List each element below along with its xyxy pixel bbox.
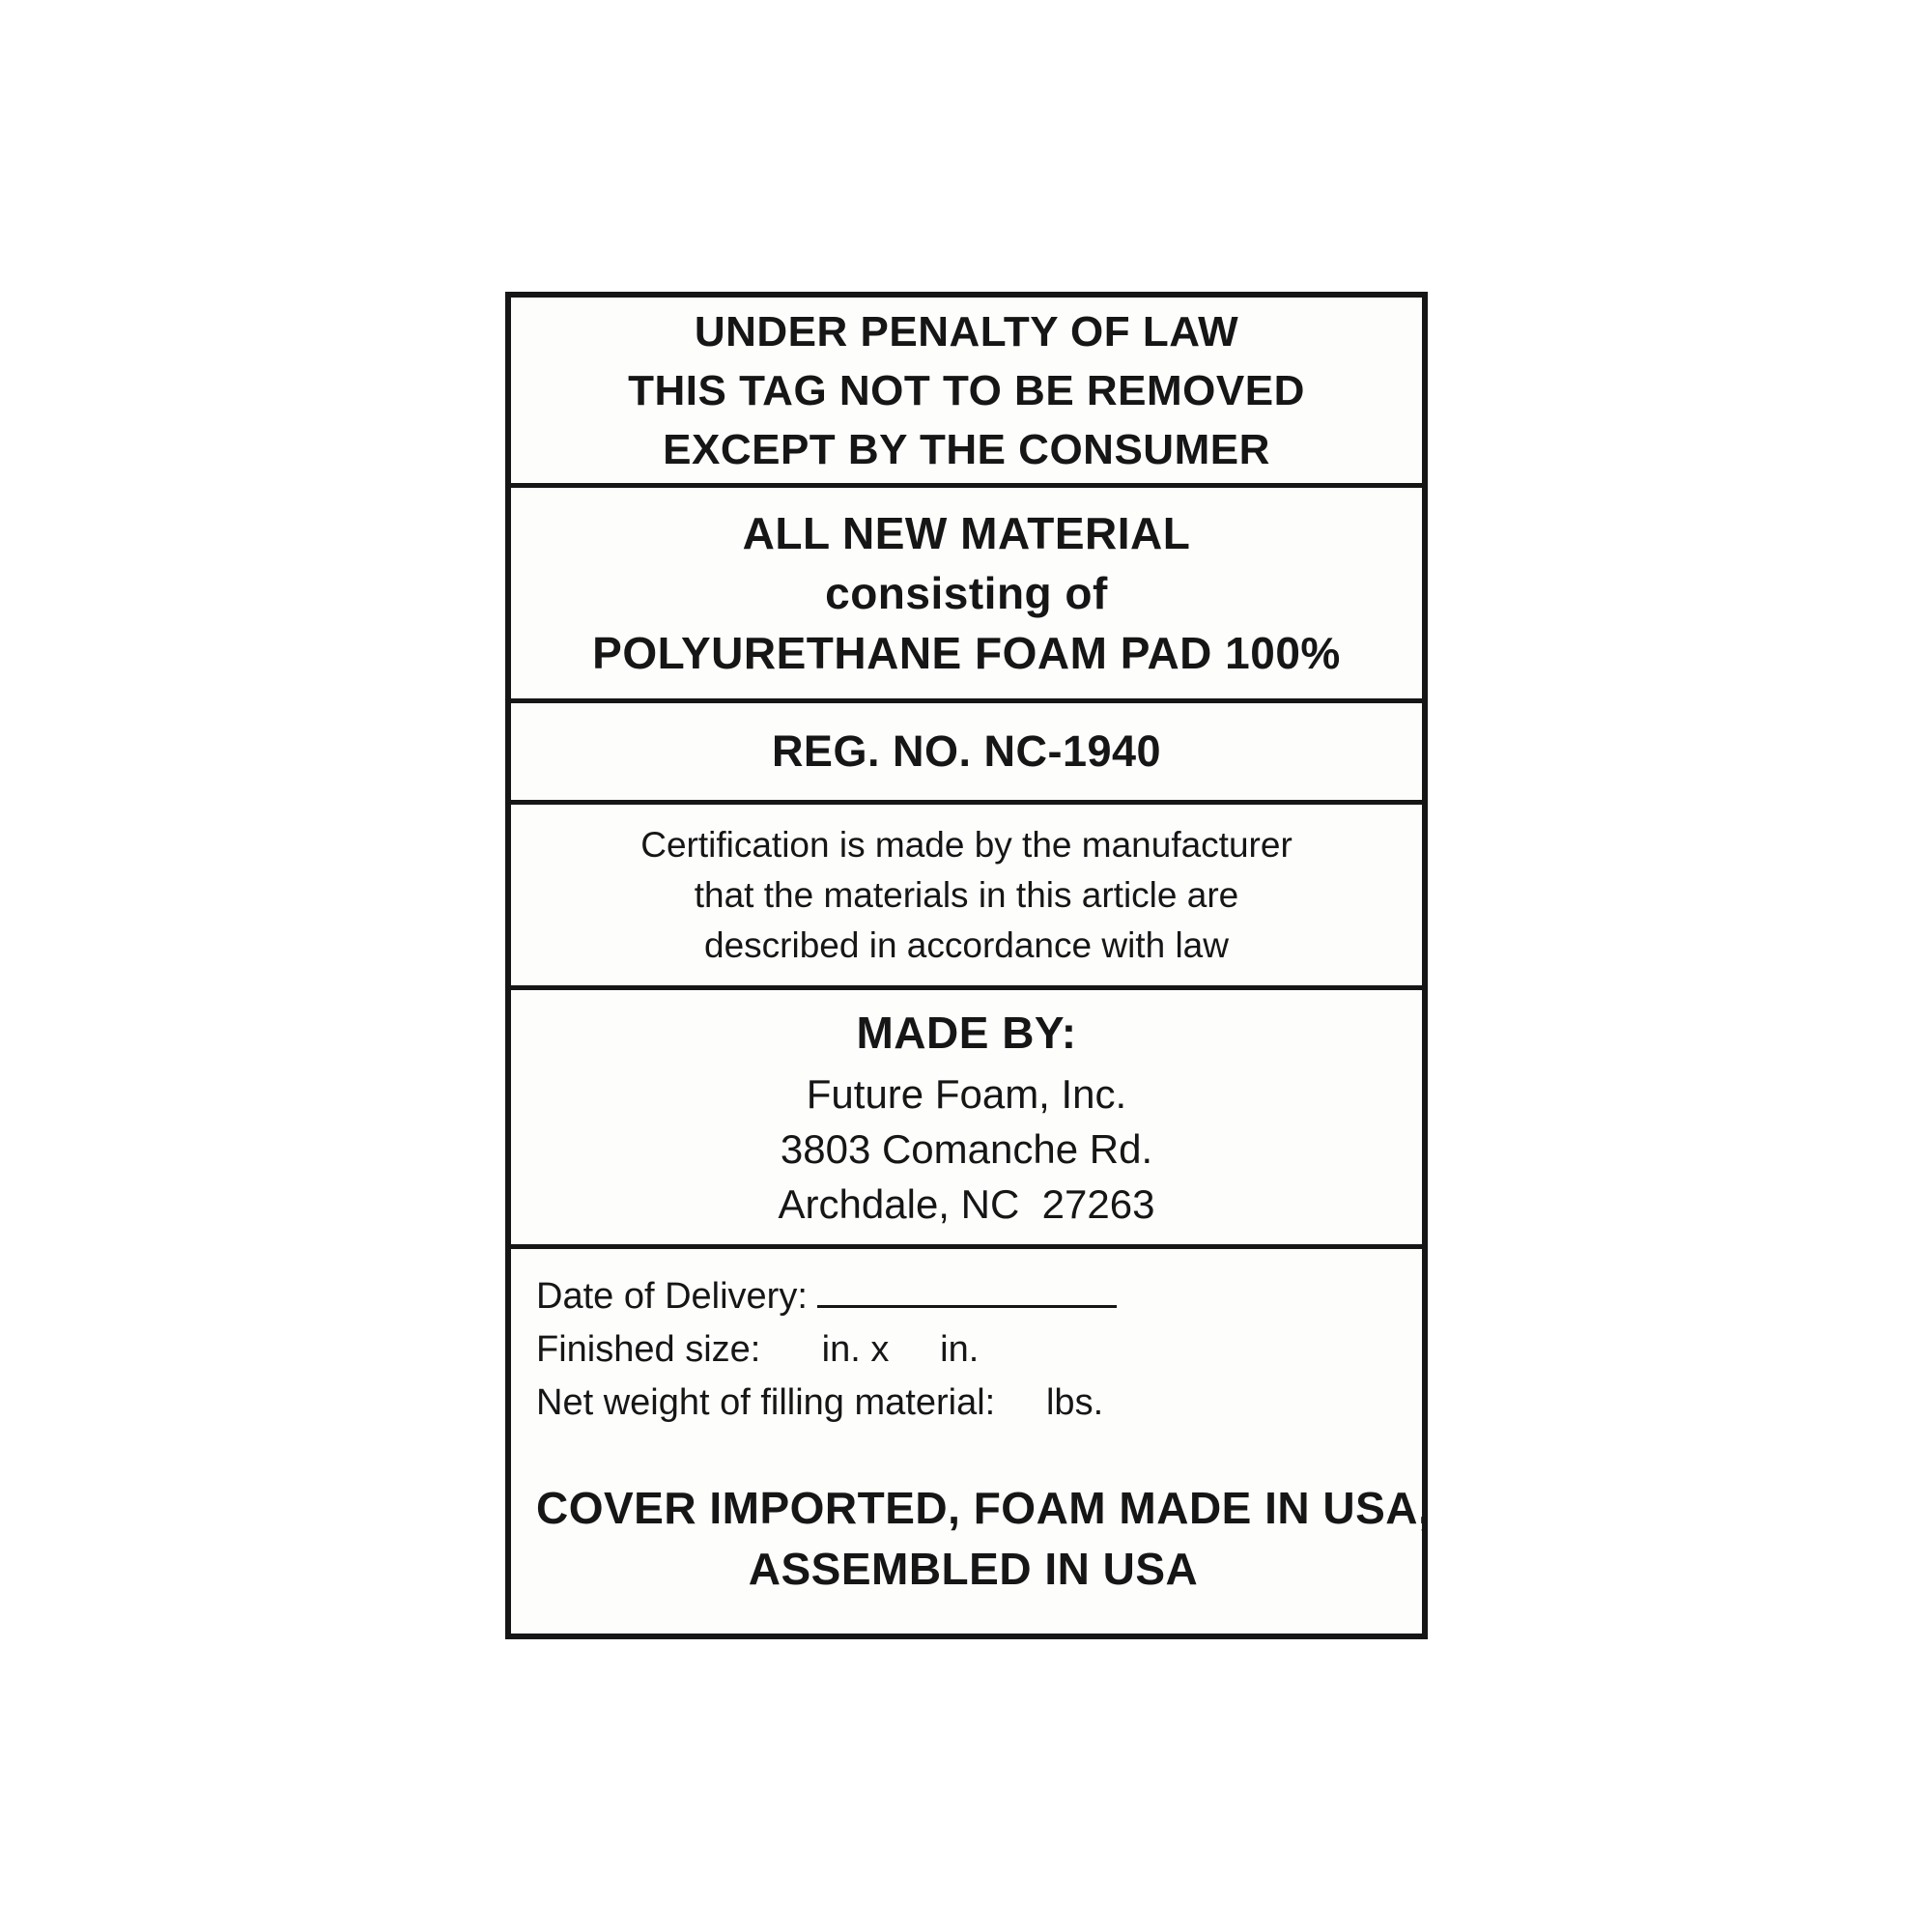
certification-line-3: described in accordance with law: [704, 924, 1229, 965]
material-line-2: consisting of: [825, 568, 1108, 618]
section-made-by: [511, 990, 1422, 1249]
manufacturer-street-address: 3803 Comanche Rd.: [780, 1126, 1153, 1172]
certification-line-2: that the materials in this article are: [694, 874, 1239, 915]
penalty-warning-line-1: UNDER PENALTY OF LAW: [694, 307, 1239, 355]
penalty-warning-line-2: THIS TAG NOT TO BE REMOVED: [628, 366, 1305, 414]
section-delivery-details: [511, 1249, 1432, 1609]
section-registration-number: [511, 703, 1422, 805]
law-tag-label: [505, 292, 1432, 1639]
origin-statement-line-2: ASSEMBLED IN USA: [748, 1544, 1199, 1594]
penalty-warning-line-3: EXCEPT BY THE CONSUMER: [663, 425, 1270, 473]
registration-number: REG. NO. NC-1940: [771, 726, 1162, 776]
material-line-1: ALL NEW MATERIAL: [742, 508, 1191, 558]
certification-line-1: Certification is made by the manufacturer: [640, 824, 1293, 865]
made-by-heading: MADE BY:: [856, 1008, 1077, 1058]
origin-statement: [536, 1478, 1432, 1604]
date-of-delivery-row: [536, 1270, 1410, 1323]
manufacturer-name: Future Foam, Inc.: [806, 1071, 1127, 1117]
net-weight-row: Net weight of filling material: lbs.: [536, 1382, 1104, 1423]
section-material-contents: [511, 488, 1422, 703]
finished-size-row: Finished size: in. x in.: [536, 1329, 980, 1370]
section-penalty-warning: [511, 298, 1422, 488]
section-certification-statement: [511, 805, 1422, 990]
manufacturer-city-state-zip: Archdale, NC 27263: [778, 1181, 1155, 1227]
date-of-delivery-blank-field: [817, 1275, 1117, 1308]
origin-statement-line-1: COVER IMPORTED, FOAM MADE IN USA,: [536, 1483, 1432, 1533]
date-of-delivery-label: Date of Delivery:: [536, 1276, 808, 1317]
material-line-3: POLYURETHANE FOAM PAD 100%: [592, 628, 1341, 678]
